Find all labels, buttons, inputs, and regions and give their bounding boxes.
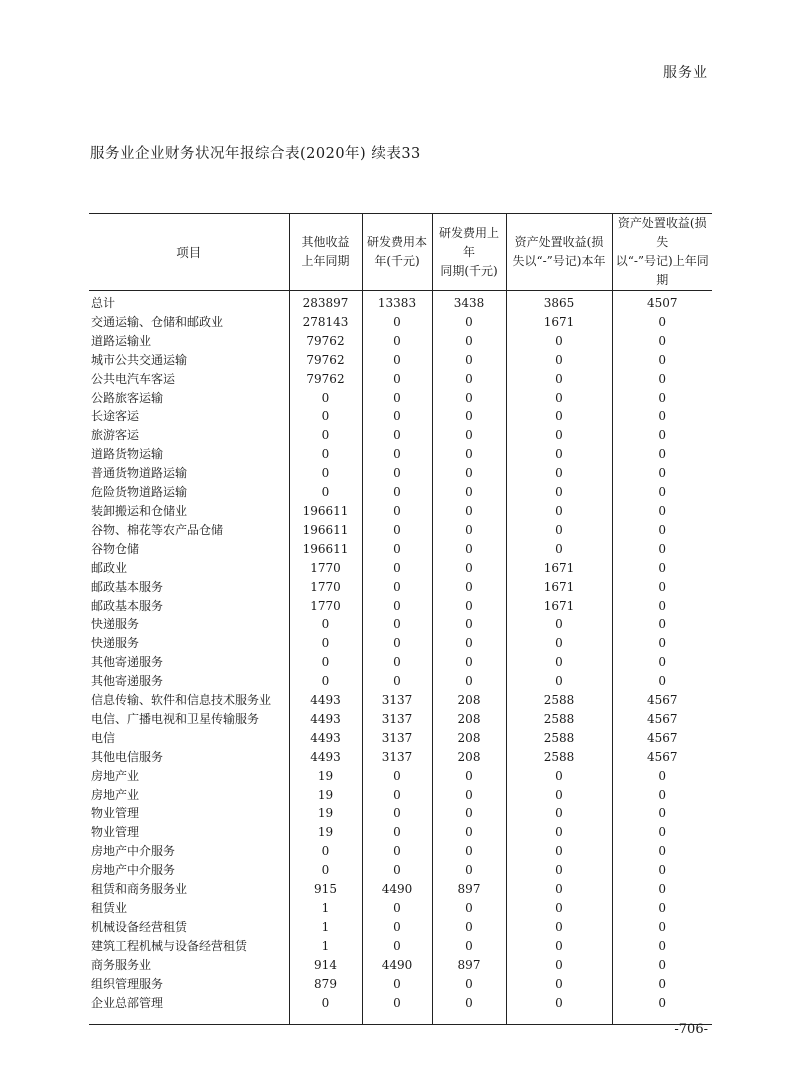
table-row bbox=[89, 937, 712, 956]
row-value: 4567 bbox=[612, 729, 712, 748]
row-value: 0 bbox=[506, 804, 612, 823]
row-value: 1 bbox=[289, 918, 362, 937]
row-value: 0 bbox=[506, 445, 612, 464]
row-value: 19 bbox=[289, 823, 362, 842]
row-value: 0 bbox=[289, 653, 362, 672]
row-value: 0 bbox=[612, 540, 712, 559]
row-value: 0 bbox=[289, 994, 362, 1025]
row-value: 0 bbox=[362, 332, 432, 351]
row-value: 0 bbox=[432, 370, 506, 389]
table-row bbox=[89, 332, 712, 351]
row-value: 79762 bbox=[289, 351, 362, 370]
row-value: 283897 bbox=[289, 291, 362, 313]
row-value: 1770 bbox=[289, 597, 362, 616]
row-value: 1671 bbox=[506, 559, 612, 578]
row-value: 19 bbox=[289, 767, 362, 786]
table-row bbox=[89, 823, 712, 842]
row-value: 0 bbox=[432, 332, 506, 351]
row-value: 0 bbox=[432, 426, 506, 445]
row-value: 0 bbox=[506, 634, 612, 653]
row-value: 1671 bbox=[506, 313, 612, 332]
row-value: 0 bbox=[289, 861, 362, 880]
row-value: 0 bbox=[506, 521, 612, 540]
row-value: 4567 bbox=[612, 748, 712, 767]
row-value: 0 bbox=[362, 634, 432, 653]
row-value: 0 bbox=[612, 994, 712, 1025]
row-value: 914 bbox=[289, 956, 362, 975]
row-value: 0 bbox=[362, 370, 432, 389]
column-header-line: 项目 bbox=[176, 244, 202, 260]
row-value: 0 bbox=[432, 597, 506, 616]
row-value: 4493 bbox=[289, 748, 362, 767]
row-value: 0 bbox=[612, 313, 712, 332]
table-row bbox=[89, 994, 712, 1025]
row-value: 0 bbox=[432, 861, 506, 880]
row-value: 0 bbox=[612, 445, 712, 464]
row-value: 0 bbox=[506, 937, 612, 956]
row-value: 0 bbox=[432, 540, 506, 559]
row-value: 0 bbox=[289, 842, 362, 861]
table-row bbox=[89, 426, 712, 445]
row-value: 196611 bbox=[289, 521, 362, 540]
row-value: 4490 bbox=[362, 880, 432, 899]
row-label: 危险货物道路运输 bbox=[91, 485, 188, 500]
table-row bbox=[89, 502, 712, 521]
row-value: 897 bbox=[432, 880, 506, 899]
row-label: 电信 bbox=[91, 730, 116, 745]
page-number: -706- bbox=[674, 1022, 708, 1037]
row-value: 3438 bbox=[432, 291, 506, 313]
table-row bbox=[89, 389, 712, 408]
row-value: 1770 bbox=[289, 559, 362, 578]
column-header-line: 上年同期 bbox=[301, 254, 350, 268]
row-value: 4490 bbox=[362, 956, 432, 975]
table-row bbox=[89, 313, 712, 332]
row-value: 0 bbox=[506, 786, 612, 805]
row-value: 196611 bbox=[289, 540, 362, 559]
row-value: 0 bbox=[506, 956, 612, 975]
row-value: 0 bbox=[362, 351, 432, 370]
row-value: 0 bbox=[289, 483, 362, 502]
row-label: 机械设备经营租赁 bbox=[91, 919, 188, 934]
row-value: 0 bbox=[362, 313, 432, 332]
row-value: 0 bbox=[432, 615, 506, 634]
row-value: 897 bbox=[432, 956, 506, 975]
column-header-line: 失以“-”号记)本年 bbox=[512, 254, 606, 268]
table-row bbox=[89, 291, 712, 313]
column-header-2 bbox=[362, 214, 432, 291]
column-header-line: 资产处置收益(损 bbox=[514, 235, 604, 249]
row-value: 0 bbox=[432, 578, 506, 597]
row-label: 其他寄递服务 bbox=[91, 655, 164, 670]
row-value: 0 bbox=[612, 861, 712, 880]
row-label: 商务服务业 bbox=[91, 957, 152, 972]
row-label: 邮政基本服务 bbox=[91, 579, 164, 594]
row-value: 0 bbox=[506, 426, 612, 445]
table-row bbox=[89, 767, 712, 786]
row-value: 3137 bbox=[362, 691, 432, 710]
table-row bbox=[89, 634, 712, 653]
row-value: 3137 bbox=[362, 710, 432, 729]
row-value: 0 bbox=[432, 502, 506, 521]
column-header-1 bbox=[289, 214, 362, 291]
row-value: 0 bbox=[506, 672, 612, 691]
row-value: 0 bbox=[506, 540, 612, 559]
table-row bbox=[89, 653, 712, 672]
table-header bbox=[89, 214, 712, 291]
row-value: 4493 bbox=[289, 729, 362, 748]
row-value: 0 bbox=[362, 407, 432, 426]
row-label: 谷物、棉花等农产品仓储 bbox=[91, 522, 224, 537]
row-label: 建筑工程机械与设备经营租赁 bbox=[91, 938, 248, 953]
row-value: 0 bbox=[362, 672, 432, 691]
table-row bbox=[89, 899, 712, 918]
row-label: 道路运输业 bbox=[91, 333, 152, 348]
row-value: 3137 bbox=[362, 748, 432, 767]
row-value: 19 bbox=[289, 804, 362, 823]
row-label: 其他寄递服务 bbox=[91, 674, 164, 689]
row-value: 0 bbox=[432, 918, 506, 937]
row-label: 公共电汽车客运 bbox=[91, 371, 176, 386]
row-label: 长途客运 bbox=[91, 409, 140, 424]
row-value: 0 bbox=[506, 389, 612, 408]
row-value: 0 bbox=[362, 540, 432, 559]
table-title: 服务业企业财务状况年报综合表(2020年) 续表33 bbox=[90, 146, 421, 162]
table-body bbox=[89, 291, 712, 1025]
row-value: 1 bbox=[289, 899, 362, 918]
row-value: 0 bbox=[432, 521, 506, 540]
row-label: 房地产中介服务 bbox=[91, 863, 176, 878]
row-value: 0 bbox=[612, 786, 712, 805]
row-value: 0 bbox=[506, 502, 612, 521]
row-value: 3865 bbox=[506, 291, 612, 313]
row-value: 0 bbox=[362, 521, 432, 540]
row-label: 道路货物运输 bbox=[91, 447, 164, 462]
column-header-line: 同期(千元) bbox=[440, 263, 498, 278]
row-value: 208 bbox=[432, 729, 506, 748]
row-value: 0 bbox=[612, 464, 712, 483]
row-value: 0 bbox=[506, 370, 612, 389]
row-value: 0 bbox=[506, 767, 612, 786]
table-row bbox=[89, 483, 712, 502]
row-value: 0 bbox=[289, 445, 362, 464]
row-value: 0 bbox=[612, 918, 712, 937]
row-value: 0 bbox=[362, 994, 432, 1025]
row-value: 196611 bbox=[289, 502, 362, 521]
row-value: 0 bbox=[432, 975, 506, 994]
row-value: 0 bbox=[612, 653, 712, 672]
row-value: 0 bbox=[506, 842, 612, 861]
row-value: 0 bbox=[612, 483, 712, 502]
row-value: 0 bbox=[612, 615, 712, 634]
table-row bbox=[89, 786, 712, 805]
row-label: 租赁和商务服务业 bbox=[91, 882, 188, 897]
row-value: 0 bbox=[612, 823, 712, 842]
row-value: 79762 bbox=[289, 332, 362, 351]
row-value: 0 bbox=[432, 899, 506, 918]
row-value: 278143 bbox=[289, 313, 362, 332]
row-value: 0 bbox=[362, 823, 432, 842]
row-value: 0 bbox=[289, 672, 362, 691]
column-header-line: 年(千元) bbox=[374, 254, 420, 268]
row-label: 谷物仓储 bbox=[91, 541, 140, 556]
row-value: 0 bbox=[612, 767, 712, 786]
row-value: 0 bbox=[506, 351, 612, 370]
row-value: 0 bbox=[612, 634, 712, 653]
row-value: 0 bbox=[362, 445, 432, 464]
row-value: 0 bbox=[432, 994, 506, 1025]
row-value: 2588 bbox=[506, 729, 612, 748]
row-value: 0 bbox=[362, 975, 432, 994]
row-value: 0 bbox=[612, 370, 712, 389]
row-value: 0 bbox=[612, 899, 712, 918]
row-value: 1770 bbox=[289, 578, 362, 597]
row-value: 2588 bbox=[506, 691, 612, 710]
header-row bbox=[89, 214, 712, 291]
table-row bbox=[89, 540, 712, 559]
row-value: 0 bbox=[506, 975, 612, 994]
column-header-3 bbox=[432, 214, 506, 291]
table-row bbox=[89, 861, 712, 880]
row-value: 0 bbox=[612, 426, 712, 445]
row-value: 0 bbox=[432, 767, 506, 786]
row-value: 0 bbox=[362, 842, 432, 861]
table-row bbox=[89, 918, 712, 937]
row-label: 信息传输、软件和信息技术服务业 bbox=[91, 693, 272, 708]
row-label: 房地产业 bbox=[91, 787, 140, 802]
row-value: 0 bbox=[506, 918, 612, 937]
table-row bbox=[89, 842, 712, 861]
table-row bbox=[89, 615, 712, 634]
row-value: 0 bbox=[432, 559, 506, 578]
row-value: 0 bbox=[362, 464, 432, 483]
row-value: 0 bbox=[506, 464, 612, 483]
row-value: 0 bbox=[506, 880, 612, 899]
row-value: 879 bbox=[289, 975, 362, 994]
row-value: 79762 bbox=[289, 370, 362, 389]
row-label: 组织管理服务 bbox=[91, 976, 164, 991]
row-value: 0 bbox=[432, 672, 506, 691]
row-value: 13383 bbox=[362, 291, 432, 313]
row-value: 0 bbox=[432, 445, 506, 464]
row-value: 0 bbox=[289, 615, 362, 634]
row-value: 0 bbox=[432, 804, 506, 823]
row-value: 0 bbox=[612, 521, 712, 540]
row-label: 旅游客运 bbox=[91, 428, 140, 443]
row-value: 4567 bbox=[612, 710, 712, 729]
row-label: 快递服务 bbox=[91, 636, 140, 651]
row-value: 0 bbox=[612, 842, 712, 861]
row-value: 0 bbox=[612, 597, 712, 616]
row-label: 快递服务 bbox=[91, 617, 140, 632]
row-value: 0 bbox=[289, 407, 362, 426]
row-value: 0 bbox=[432, 937, 506, 956]
column-header-project bbox=[89, 214, 289, 291]
row-value: 4567 bbox=[612, 691, 712, 710]
row-value: 208 bbox=[432, 710, 506, 729]
column-header-line: 资产处置收益(损失 bbox=[617, 216, 707, 249]
row-value: 1 bbox=[289, 937, 362, 956]
row-label: 邮政基本服务 bbox=[91, 598, 164, 613]
row-value: 0 bbox=[432, 653, 506, 672]
row-value: 0 bbox=[432, 313, 506, 332]
column-header-line: 研发费用上年 bbox=[438, 225, 499, 259]
table-row bbox=[89, 351, 712, 370]
table-row bbox=[89, 445, 712, 464]
row-label: 装卸搬运和仓储业 bbox=[91, 503, 188, 518]
row-value: 0 bbox=[362, 483, 432, 502]
row-label: 电信、广播电视和卫星传输服务 bbox=[91, 711, 260, 726]
column-header-line: 以“-”号记)上年同期 bbox=[615, 254, 709, 287]
row-value: 0 bbox=[612, 389, 712, 408]
column-header-5 bbox=[612, 214, 712, 291]
row-label: 房地产业 bbox=[91, 768, 140, 783]
row-label: 邮政业 bbox=[91, 560, 128, 575]
row-value: 0 bbox=[432, 483, 506, 502]
row-value: 0 bbox=[506, 994, 612, 1025]
row-value: 19 bbox=[289, 786, 362, 805]
row-value: 0 bbox=[362, 615, 432, 634]
row-label: 城市公共交通运输 bbox=[91, 352, 188, 367]
row-value: 0 bbox=[362, 899, 432, 918]
table-row bbox=[89, 559, 712, 578]
row-value: 0 bbox=[362, 767, 432, 786]
row-value: 208 bbox=[432, 691, 506, 710]
row-value: 0 bbox=[612, 407, 712, 426]
row-value: 1671 bbox=[506, 578, 612, 597]
row-value: 0 bbox=[362, 786, 432, 805]
row-value: 0 bbox=[612, 332, 712, 351]
row-value: 1671 bbox=[506, 597, 612, 616]
table-row bbox=[89, 521, 712, 540]
row-value: 0 bbox=[289, 389, 362, 408]
row-value: 0 bbox=[432, 389, 506, 408]
row-value: 0 bbox=[362, 559, 432, 578]
row-value: 0 bbox=[362, 937, 432, 956]
table-row bbox=[89, 597, 712, 616]
row-label: 物业管理 bbox=[91, 825, 140, 840]
table-row bbox=[89, 804, 712, 823]
row-value: 0 bbox=[506, 823, 612, 842]
table-row bbox=[89, 578, 712, 597]
row-label: 房地产中介服务 bbox=[91, 844, 176, 859]
row-value: 0 bbox=[432, 786, 506, 805]
row-label: 其他电信服务 bbox=[91, 749, 164, 764]
column-header-line: 其他收益 bbox=[301, 235, 350, 249]
row-value: 208 bbox=[432, 748, 506, 767]
row-value: 0 bbox=[612, 804, 712, 823]
row-value: 0 bbox=[612, 880, 712, 899]
row-value: 3137 bbox=[362, 729, 432, 748]
financial-table bbox=[89, 213, 712, 1025]
row-value: 0 bbox=[362, 861, 432, 880]
row-value: 0 bbox=[612, 975, 712, 994]
row-value: 0 bbox=[432, 351, 506, 370]
row-label: 物业管理 bbox=[91, 806, 140, 821]
row-value: 915 bbox=[289, 880, 362, 899]
row-value: 0 bbox=[612, 559, 712, 578]
table-row bbox=[89, 407, 712, 426]
table-row bbox=[89, 880, 712, 899]
row-value: 4507 bbox=[612, 291, 712, 313]
row-value: 0 bbox=[362, 426, 432, 445]
row-value: 0 bbox=[506, 899, 612, 918]
table-row bbox=[89, 748, 712, 767]
row-label: 公路旅客运输 bbox=[91, 390, 164, 405]
row-value: 0 bbox=[506, 861, 612, 880]
row-value: 0 bbox=[612, 956, 712, 975]
row-value: 4493 bbox=[289, 691, 362, 710]
row-value: 2588 bbox=[506, 748, 612, 767]
row-label: 企业总部管理 bbox=[91, 995, 164, 1010]
row-value: 0 bbox=[432, 464, 506, 483]
row-value: 0 bbox=[432, 634, 506, 653]
row-value: 0 bbox=[432, 407, 506, 426]
row-value: 0 bbox=[362, 578, 432, 597]
table-row bbox=[89, 691, 712, 710]
row-value: 0 bbox=[612, 502, 712, 521]
row-value: 0 bbox=[506, 407, 612, 426]
row-value: 0 bbox=[362, 502, 432, 521]
row-value: 0 bbox=[362, 804, 432, 823]
row-value: 0 bbox=[506, 653, 612, 672]
row-value: 0 bbox=[362, 597, 432, 616]
column-header-line: 研发费用本 bbox=[366, 235, 427, 249]
row-value: 0 bbox=[362, 653, 432, 672]
row-label: 租赁业 bbox=[91, 901, 128, 915]
row-value: 0 bbox=[289, 464, 362, 483]
table-row bbox=[89, 710, 712, 729]
table-row bbox=[89, 672, 712, 691]
row-label: 总计 bbox=[91, 296, 116, 310]
table-row bbox=[89, 729, 712, 748]
row-value: 0 bbox=[362, 389, 432, 408]
table-row bbox=[89, 464, 712, 483]
row-value: 0 bbox=[432, 823, 506, 842]
row-label: 交通运输、仓储和邮政业 bbox=[91, 314, 224, 329]
row-value: 0 bbox=[612, 937, 712, 956]
row-value: 0 bbox=[289, 426, 362, 445]
row-value: 4493 bbox=[289, 710, 362, 729]
row-value: 0 bbox=[612, 672, 712, 691]
row-value: 2588 bbox=[506, 710, 612, 729]
row-value: 0 bbox=[506, 615, 612, 634]
row-value: 0 bbox=[362, 918, 432, 937]
row-label: 普通货物道路运输 bbox=[91, 466, 188, 481]
row-value: 0 bbox=[612, 578, 712, 597]
row-value: 0 bbox=[612, 351, 712, 370]
table-row bbox=[89, 975, 712, 994]
running-head: 服务业 bbox=[663, 65, 708, 81]
row-value: 0 bbox=[506, 483, 612, 502]
row-value: 0 bbox=[289, 634, 362, 653]
row-value: 0 bbox=[432, 842, 506, 861]
table-row bbox=[89, 956, 712, 975]
table-row bbox=[89, 370, 712, 389]
row-value: 0 bbox=[506, 332, 612, 351]
column-header-4 bbox=[506, 214, 612, 291]
